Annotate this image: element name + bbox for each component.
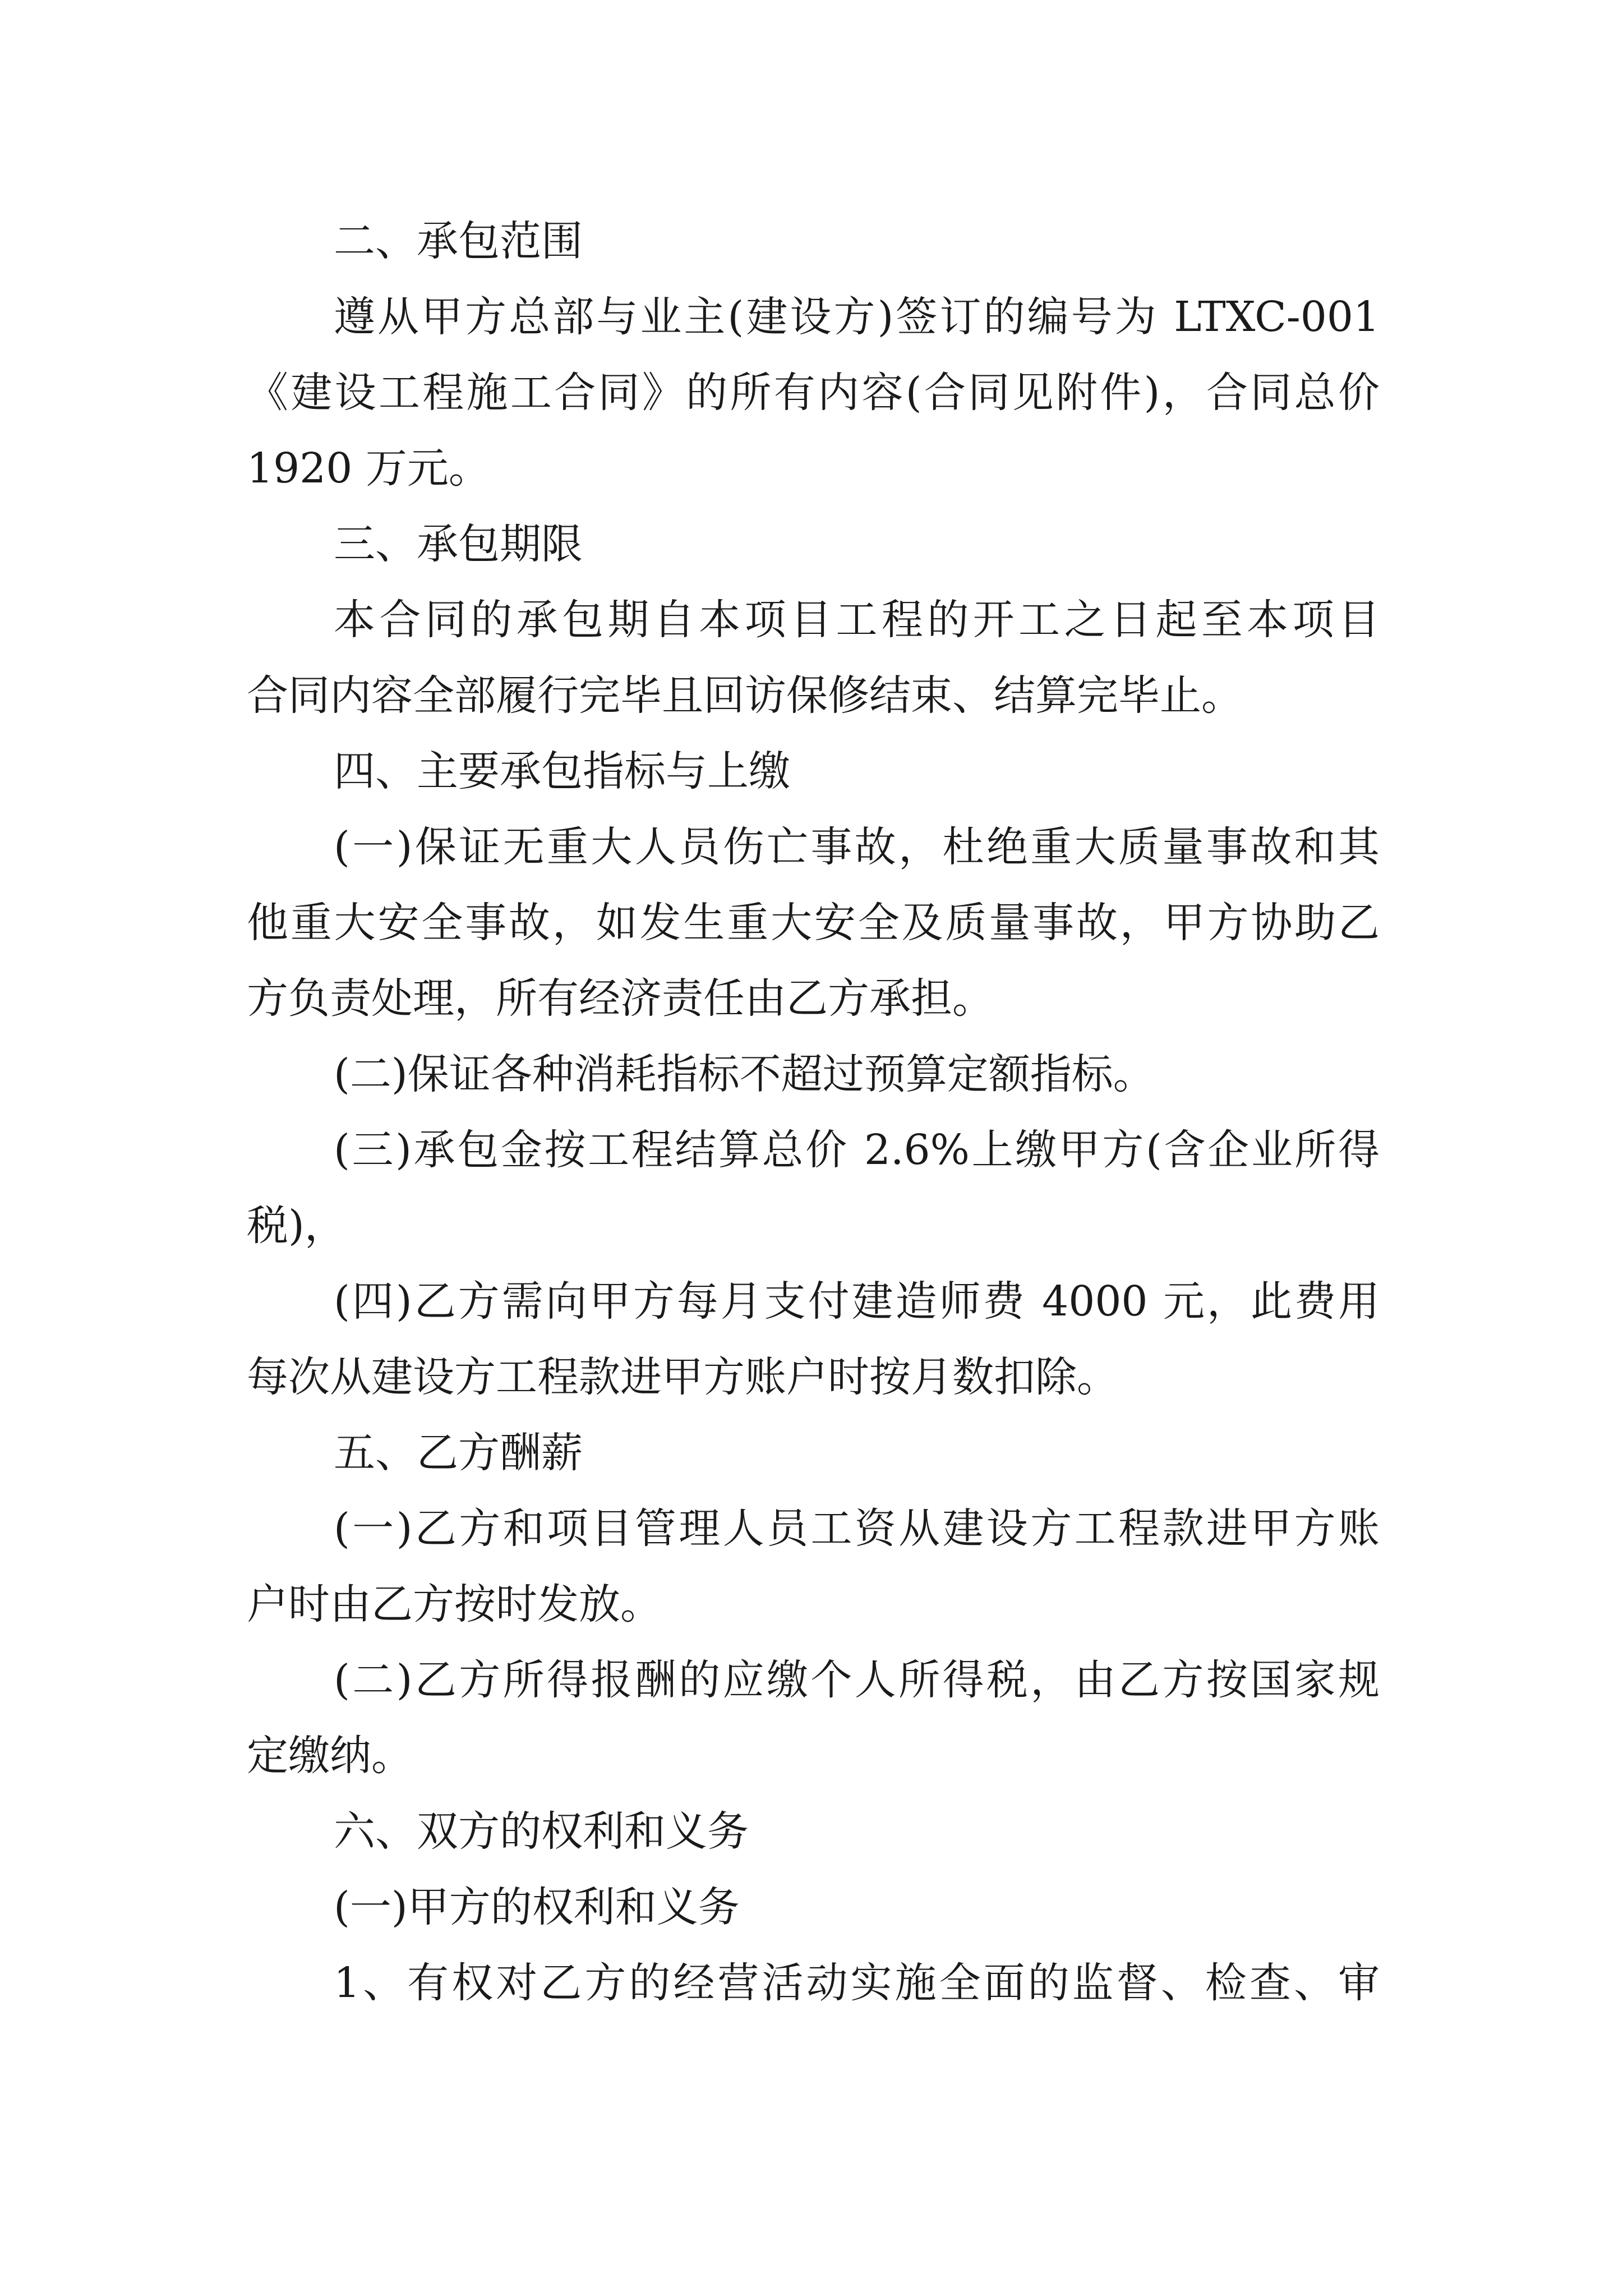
paragraph-line: 方负责处理，所有经济责任由乙方承担。 bbox=[247, 974, 994, 1023]
paragraph-line: 合同内容全部履行完毕且回访保修结束、结算完毕止。 bbox=[247, 671, 1243, 720]
subsection-heading: (一)甲方的权利和义务 bbox=[334, 1883, 740, 1931]
paragraph-line: 他重大安全事故，如发生重大安全及质量事故，甲方协助乙 bbox=[247, 899, 1380, 947]
paragraph-line: 1、有权对乙方的经营活动实施全面的监督、检查、审 bbox=[334, 1959, 1380, 2007]
paragraph-line: 本合同的承包期自本项目工程的开工之日起至本项目 bbox=[334, 596, 1380, 644]
paragraph-line: (四)乙方需向甲方每月支付建造师费 4000 元，此费用 bbox=[334, 1277, 1380, 1326]
paragraph-line: 定缴纳。 bbox=[247, 1732, 413, 1780]
section-heading-indicators: 四、主要承包指标与上缴 bbox=[334, 747, 790, 795]
paragraph-line: (三)承包金按工程结算总价 2.6%上缴甲方(含企业所得 bbox=[334, 1126, 1380, 1174]
paragraph-line: 1920 万元。 bbox=[247, 444, 490, 493]
paragraph-line: 《建设工程施工合同》的所有内容(合同见附件)，合同总价 bbox=[247, 369, 1380, 417]
paragraph-line: (二)保证各种消耗指标不超过预算定额指标。 bbox=[334, 1050, 1155, 1098]
section-heading-scope: 二、承包范围 bbox=[334, 217, 583, 265]
section-heading-remuneration: 五、乙方酬薪 bbox=[334, 1429, 583, 1477]
section-heading-term: 三、承包期限 bbox=[334, 520, 583, 568]
paragraph-line: 遵从甲方总部与业主(建设方)签订的编号为 LTXC-001 bbox=[334, 293, 1380, 341]
paragraph-line: (一)保证无重大人员伤亡事故，杜绝重大质量事故和其 bbox=[334, 823, 1380, 871]
paragraph-line: 户时由乙方按时发放。 bbox=[247, 1580, 662, 1628]
paragraph-line: 每次从建设方工程款进甲方账户时按月数扣除。 bbox=[247, 1353, 1118, 1401]
paragraph-line: (一)乙方和项目管理人员工资从建设方工程款进甲方账 bbox=[334, 1504, 1380, 1553]
paragraph-line: (二)乙方所得报酬的应缴个人所得税，由乙方按国家规 bbox=[334, 1656, 1380, 1704]
section-heading-rights: 六、双方的权利和义务 bbox=[334, 1807, 749, 1856]
paragraph-line: 税)， bbox=[247, 1202, 346, 1250]
